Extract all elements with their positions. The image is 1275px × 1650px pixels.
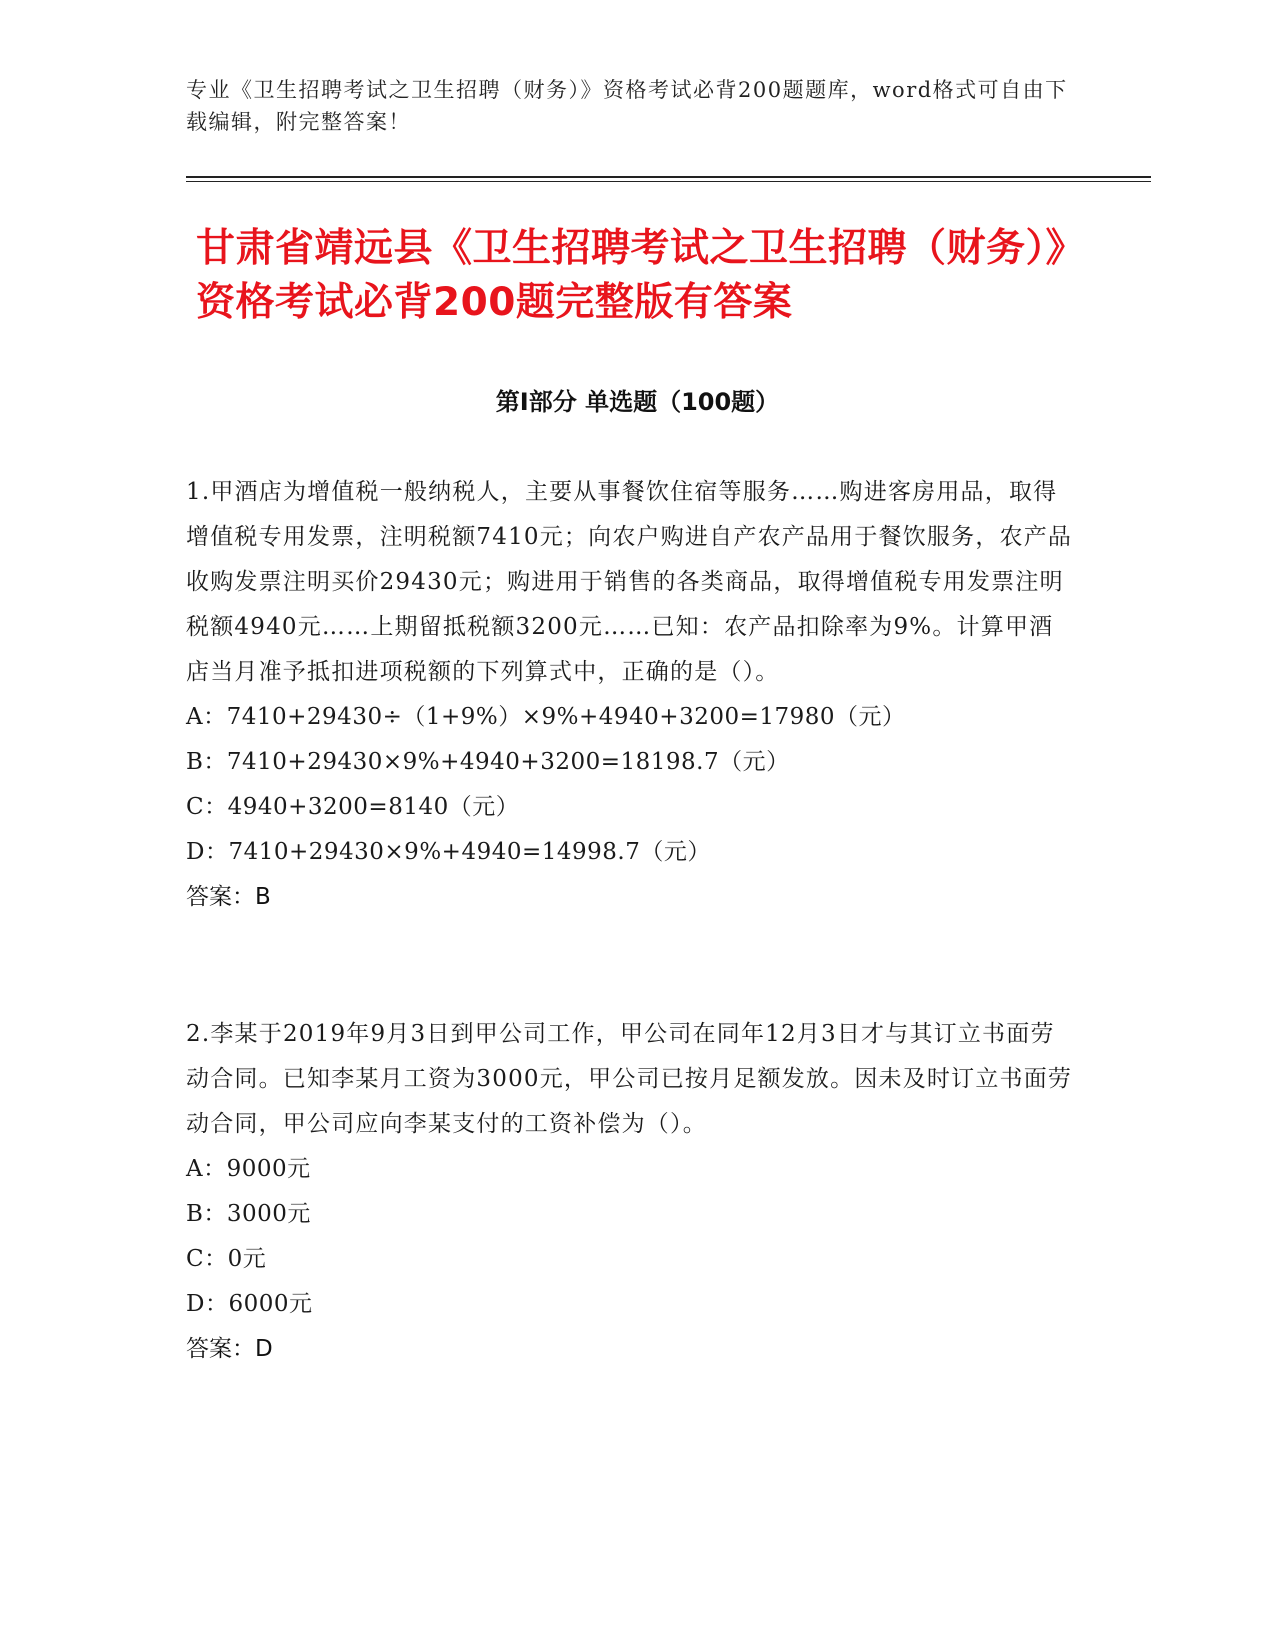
option-b: B：7410+29430×9%+4940+3200=18198.7（元） (186, 749, 790, 775)
answer-line: 答案：B (186, 884, 271, 910)
answer-line: 答案：D (186, 1336, 273, 1362)
question-stem: 2.李某于2019年9月3日到甲公司工作，甲公司在同年12月3日才与其订立书面劳动合同。已知李某月工资为3000元，甲公司已按月足额发放。因未及时订立书面劳动合同，甲公司应向李某支付的工资补偿为（）。 (186, 1021, 1073, 1137)
option-c: C：4940+3200=8140（元） (186, 794, 520, 820)
question-2 (186, 1012, 1076, 1372)
question-stem: 1.甲酒店为增值税一般纳税人，主要从事餐饮住宿等服务……购进客房用品，取得增值税专用发票，注明税额7410元；向农户购进自产农产品用于餐饮服务，农产品收购发票注明买价29430元；购进用于销售的各类商品，取得增值税专用发票注明税额4940元……上期留抵税额3200元……已知：农产品扣除率为9%。计算甲酒店当月准予抵扣进项税额的下列算式中，正确的是（）。 (186, 479, 1073, 685)
option-c: C：0元 (186, 1246, 267, 1272)
option-d: D：7410+29430×9%+4940=14998.7（元） (186, 839, 711, 865)
option-d: D：6000元 (186, 1291, 313, 1317)
header-divider-thick (186, 176, 1151, 178)
header-note: 专业《卫生招聘考试之卫生招聘（财务）》资格考试必背200题题库，word格式可自由下载编辑，附完整答案！ (186, 78, 1068, 134)
question-1 (186, 470, 1076, 920)
option-b: B：3000元 (186, 1201, 311, 1227)
section-heading: 第I部分 单选题（100题） (495, 388, 780, 416)
header-divider-thin (186, 181, 1151, 182)
option-a: A：7410+29430÷（1+9%）×9%+4940+3200=17980（元） (186, 704, 906, 730)
document-title: 甘肃省靖远县《卫生招聘考试之卫生招聘（财务）》资格考试必背200题完整版有答案 (196, 226, 1066, 325)
option-a: A：9000元 (186, 1156, 311, 1182)
